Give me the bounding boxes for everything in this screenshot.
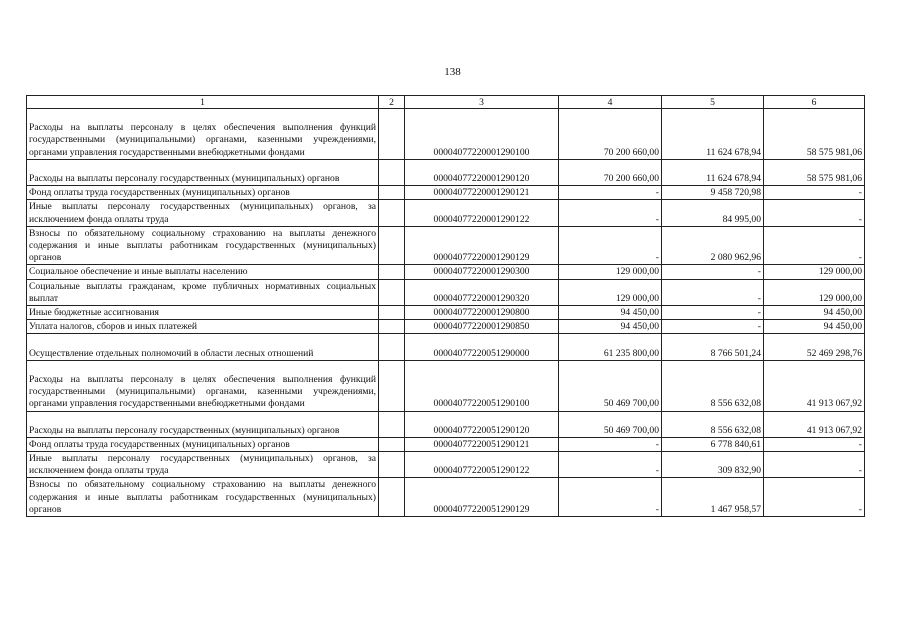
row-value-5: 6 778 840,61 <box>662 437 764 451</box>
row-column-2 <box>379 411 405 437</box>
row-value-5: 11 624 678,94 <box>662 109 764 160</box>
row-code: 00004077220001290122 <box>405 200 559 226</box>
column-header-4: 4 <box>559 96 662 109</box>
row-code: 00004077220001290129 <box>405 226 559 265</box>
row-code: 00004077220051290129 <box>405 478 559 517</box>
row-value-5: 8 556 632,08 <box>662 360 764 411</box>
row-value-4: 70 200 660,00 <box>559 159 662 185</box>
row-value-4: - <box>559 452 662 478</box>
row-value-5: 309 832,90 <box>662 452 764 478</box>
row-value-6: 58 575 981,06 <box>764 159 865 185</box>
row-value-4: 129 000,00 <box>559 279 662 305</box>
row-column-2 <box>379 478 405 517</box>
row-code: 00004077220001290850 <box>405 320 559 334</box>
row-value-6: 41 913 067,92 <box>764 411 865 437</box>
row-value-5: - <box>662 305 764 319</box>
row-value-4: 50 469 700,00 <box>559 360 662 411</box>
row-value-4: - <box>559 226 662 265</box>
row-code: 00004077220051290120 <box>405 411 559 437</box>
row-value-6: - <box>764 226 865 265</box>
row-column-2 <box>379 360 405 411</box>
row-value-5: - <box>662 265 764 279</box>
row-code: 00004077220001290800 <box>405 305 559 319</box>
row-value-6: 94 450,00 <box>764 305 865 319</box>
row-value-5: 8 766 501,24 <box>662 334 764 360</box>
row-value-6: 129 000,00 <box>764 279 865 305</box>
row-value-6: - <box>764 200 865 226</box>
row-name: Взносы по обязательному социальному страхованию на выплаты денежного содержания и иные выплаты работникам государственных (муниципальных) органов <box>27 478 379 517</box>
row-value-4: 70 200 660,00 <box>559 109 662 160</box>
table-row <box>27 411 865 437</box>
row-value-5: 1 467 958,57 <box>662 478 764 517</box>
row-value-4: 50 469 700,00 <box>559 411 662 437</box>
row-name: Иные бюджетные ассигнования <box>27 305 379 319</box>
table-row <box>27 334 865 360</box>
row-name: Расходы на выплаты персоналу в целях обеспечения выполнения функций государственными (муниципальными) органами, казенными учреждениями, органами управления государственными внебюджетными фондами <box>27 109 379 160</box>
row-value-5: - <box>662 320 764 334</box>
row-value-4: - <box>559 437 662 451</box>
table-row <box>27 200 865 226</box>
table-row <box>27 109 865 160</box>
row-name: Взносы по обязательному социальному страхованию на выплаты денежного содержания и иные выплаты работникам государственных (муниципальных) органов <box>27 226 379 265</box>
column-header-6: 6 <box>764 96 865 109</box>
row-column-2 <box>379 334 405 360</box>
row-code: 00004077220051290000 <box>405 334 559 360</box>
table-row <box>27 226 865 265</box>
row-code: 00004077220051290100 <box>405 360 559 411</box>
row-value-6: 52 469 298,76 <box>764 334 865 360</box>
table-row <box>27 360 865 411</box>
row-value-4: 94 450,00 <box>559 320 662 334</box>
row-name: Расходы на выплаты персоналу государственных (муниципальных) органов <box>27 159 379 185</box>
table-row <box>27 478 865 517</box>
column-header-3: 3 <box>405 96 559 109</box>
row-value-4: 94 450,00 <box>559 305 662 319</box>
row-column-2 <box>379 452 405 478</box>
row-value-5: - <box>662 279 764 305</box>
row-name: Фонд оплаты труда государственных (муниципальных) органов <box>27 437 379 451</box>
row-value-5: 11 624 678,94 <box>662 159 764 185</box>
row-column-2 <box>379 305 405 319</box>
table-row <box>27 186 865 200</box>
row-value-6: - <box>764 452 865 478</box>
table-row <box>27 320 865 334</box>
row-value-6: 58 575 981,06 <box>764 109 865 160</box>
row-column-2 <box>379 226 405 265</box>
row-column-2 <box>379 159 405 185</box>
row-name: Расходы на выплаты персоналу в целях обеспечения выполнения функций государственными (муниципальными) органами, казенными учреждениями, органами управления государственными внебюджетными фондами <box>27 360 379 411</box>
row-value-4: - <box>559 200 662 226</box>
row-column-2 <box>379 437 405 451</box>
table-row <box>27 452 865 478</box>
row-value-4: 61 235 800,00 <box>559 334 662 360</box>
row-value-6: 94 450,00 <box>764 320 865 334</box>
row-code: 00004077220001290320 <box>405 279 559 305</box>
row-name: Осуществление отдельных полномочий в области лесных отношений <box>27 334 379 360</box>
row-value-5: 2 080 962,96 <box>662 226 764 265</box>
row-value-6: - <box>764 186 865 200</box>
row-name: Иные выплаты персоналу государственных (муниципальных) органов, за исключением фонда оплаты труда <box>27 200 379 226</box>
table-row <box>27 265 865 279</box>
row-name: Фонд оплаты труда государственных (муниципальных) органов <box>27 186 379 200</box>
table-row <box>27 437 865 451</box>
row-name: Социальные выплаты гражданам, кроме публичных нормативных социальных выплат <box>27 279 379 305</box>
row-value-4: 129 000,00 <box>559 265 662 279</box>
column-number-row <box>27 96 865 109</box>
row-code: 00004077220051290121 <box>405 437 559 451</box>
row-value-4: - <box>559 186 662 200</box>
row-column-2 <box>379 320 405 334</box>
row-value-4: - <box>559 478 662 517</box>
column-header-5: 5 <box>662 96 764 109</box>
row-code: 00004077220001290100 <box>405 109 559 160</box>
column-header-2: 2 <box>379 96 405 109</box>
row-value-5: 9 458 720,98 <box>662 186 764 200</box>
row-column-2 <box>379 279 405 305</box>
row-column-2 <box>379 109 405 160</box>
row-value-5: 84 995,00 <box>662 200 764 226</box>
row-column-2 <box>379 186 405 200</box>
row-code: 00004077220001290300 <box>405 265 559 279</box>
row-value-6: 41 913 067,92 <box>764 360 865 411</box>
row-name: Иные выплаты персоналу государственных (муниципальных) органов, за исключением фонда оплаты труда <box>27 452 379 478</box>
row-name: Социальное обеспечение и иные выплаты населению <box>27 265 379 279</box>
row-code: 00004077220051290122 <box>405 452 559 478</box>
row-name: Расходы на выплаты персоналу государственных (муниципальных) органов <box>27 411 379 437</box>
row-code: 00004077220001290120 <box>405 159 559 185</box>
row-code: 00004077220001290121 <box>405 186 559 200</box>
table-row <box>27 305 865 319</box>
page-number: 138 <box>444 66 461 78</box>
row-name: Уплата налогов, сборов и иных платежей <box>27 320 379 334</box>
column-header-1: 1 <box>27 96 379 109</box>
row-column-2 <box>379 200 405 226</box>
row-value-6: - <box>764 437 865 451</box>
row-value-5: 8 556 632,08 <box>662 411 764 437</box>
table-row <box>27 159 865 185</box>
row-value-6: - <box>764 478 865 517</box>
table-row <box>27 279 865 305</box>
budget-execution-table <box>26 95 865 517</box>
row-value-6: 129 000,00 <box>764 265 865 279</box>
row-column-2 <box>379 265 405 279</box>
